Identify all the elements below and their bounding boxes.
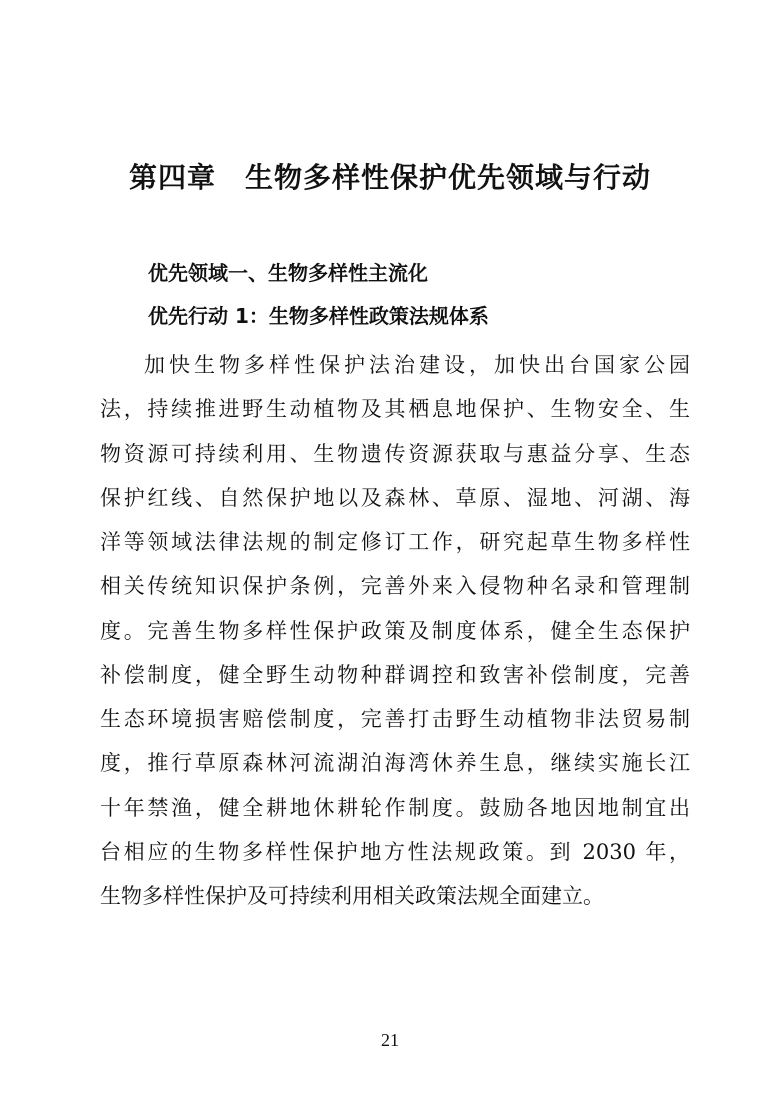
body-line: 生物多样性保护及可持续利用相关政策法规全面建立。	[100, 884, 604, 908]
page-number: 21	[381, 1030, 399, 1050]
section-heading: 优先领域一、生物多样性主流化	[148, 261, 428, 285]
body-line: 法，持续推进野生动植物及其栖息地保护、生物安全、生	[100, 397, 690, 422]
body-line: 相关传统知识保护条例，完善外来入侵物种名录和管理制	[100, 574, 690, 599]
body-line: 补偿制度，健全野生动物种群调控和致害补偿制度，完善	[100, 662, 690, 687]
chapter-title: 第四章 生物多样性保护优先领域与行动	[128, 161, 651, 194]
body-line: 度，推行草原森林河流湖泊海湾休养生息，继续实施长江	[100, 751, 690, 776]
body-line: 台相应的生物多样性保护地方性法规政策。到 2030 年，	[100, 839, 690, 864]
body-line: 保护红线、自然保护地以及森林、草原、湿地、河湖、海	[100, 485, 690, 510]
body-line: 生态环境损害赔偿制度，完善打击野生动植物非法贸易制	[100, 707, 690, 731]
body-line: 加快生物多样性保护法治建设，加快出台国家公园	[144, 353, 690, 377]
body-line: 度。完善生物多样性保护政策及制度体系，健全生态保护	[100, 618, 690, 643]
body-paragraph	[100, 343, 690, 918]
body-line: 十年禁渔，健全耕地休耕轮作制度。鼓励各地因地制宜出	[100, 795, 690, 820]
body-line: 物资源可持续利用、生物遗传资源获取与惠益分享、生态	[100, 441, 690, 466]
action-heading: 优先行动 1：生物多样性政策法规体系	[148, 304, 489, 328]
body-line: 洋等领域法律法规的制定修订工作，研究起草生物多样性	[100, 530, 690, 554]
